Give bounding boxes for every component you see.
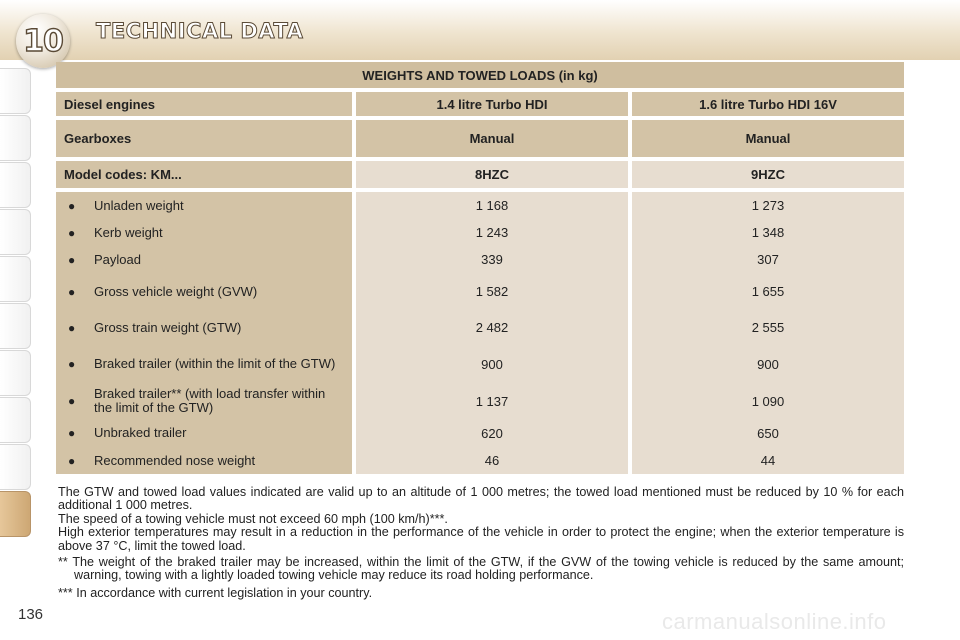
table-cell: 900 — [352, 345, 628, 383]
engine-col2: 1.6 litre Turbo HDI 16V — [628, 92, 904, 120]
table-cell: 307 — [628, 246, 904, 273]
table-cell: 339 — [352, 246, 628, 273]
chapter-tab[interactable] — [0, 68, 31, 114]
note-braked-trailer: ** The weight of the braked trailer may be increased, within the limit of the GTW, if the GVW of the towing vehicle is reduced by the same amount; warning, towing with a lightly loaded towing vehicle may reduce its road holding performance. — [58, 555, 904, 583]
table-cell: 2 555 — [628, 310, 904, 345]
table-row: ● Gross vehicle weight (GVW) — [56, 273, 352, 310]
bullet-icon: ● — [68, 225, 76, 240]
model-code-col1: 8HZC — [352, 161, 628, 192]
page-number: 136 — [18, 606, 44, 623]
chapter-number: 10 — [23, 23, 63, 59]
table-cell: 650 — [628, 419, 904, 447]
note-speed: The speed of a towing vehicle must not exceed 60 mph (100 km/h)***. — [58, 511, 448, 526]
note-legislation: *** In accordance with current legislation in your country. — [58, 585, 373, 600]
bullet-icon: ● — [68, 252, 76, 267]
bullet-icon: ● — [68, 453, 76, 468]
table-cell: 1 582 — [352, 273, 628, 310]
table-cell: 46 — [352, 447, 628, 474]
bullet-icon: ● — [68, 320, 76, 335]
notes-section — [58, 486, 904, 600]
gearboxes-label: Gearboxes — [56, 120, 352, 161]
table-cell: 900 — [628, 345, 904, 383]
gearbox-col2: Manual — [628, 120, 904, 161]
table-row: ● Unladen weight — [56, 192, 352, 219]
page-title: TECHNICAL DATA — [96, 19, 304, 43]
chapter-tab[interactable] — [0, 209, 31, 255]
chapter-badge — [16, 14, 70, 68]
chapter-tab-active[interactable] — [0, 491, 31, 537]
chapter-tab[interactable] — [0, 397, 31, 443]
table-cell: 1 137 — [352, 383, 628, 419]
table-row: ● Unbraked trailer — [56, 419, 352, 447]
table-row: ● Kerb weight — [56, 219, 352, 246]
table-cell: 620 — [352, 419, 628, 447]
table-row: ● Braked trailer** (with load transfer within the limit of the GTW) — [56, 383, 352, 419]
bullet-icon: ● — [68, 357, 76, 371]
bullet-icon: ● — [68, 198, 76, 213]
chapter-tab[interactable] — [0, 256, 31, 302]
chapter-tabs — [0, 68, 34, 538]
table-title: WEIGHTS AND TOWED LOADS (in kg) — [56, 62, 904, 92]
table-cell: 1 655 — [628, 273, 904, 310]
note-altitude: The GTW and towed load values indicated are valid up to an altitude of 1 000 metres; the towed load mentioned must be reduced by 10 % for each additional 1 000 metres. — [58, 485, 904, 513]
table-cell: 1 273 — [628, 192, 904, 219]
engines-label: Diesel engines — [56, 92, 352, 120]
gearbox-col1: Manual — [352, 120, 628, 161]
chapter-tab[interactable] — [0, 303, 31, 349]
table-cell: 1 168 — [352, 192, 628, 219]
table-row: ● Gross train weight (GTW) — [56, 310, 352, 345]
table-row: ● Payload — [56, 246, 352, 273]
table-cell: 1 243 — [352, 219, 628, 246]
table-cell: 1 348 — [628, 219, 904, 246]
chapter-tab[interactable] — [0, 115, 31, 161]
weights-table — [56, 62, 904, 474]
model-code-col2: 9HZC — [628, 161, 904, 192]
chapter-tab[interactable] — [0, 350, 31, 396]
note-temperature: High exterior temperatures may result in a reduction in the performance of the vehicle in order to protect the engine; when the exterior temperature is above 37 °C, limit the towed load. — [58, 525, 904, 553]
table-cell: 1 090 — [628, 383, 904, 419]
chapter-tab[interactable] — [0, 444, 31, 490]
chapter-tab[interactable] — [0, 162, 31, 208]
table-row: ● Braked trailer (within the limit of the GTW) — [56, 345, 352, 383]
bullet-icon: ● — [68, 284, 76, 299]
watermark: carmanualsonline.info — [662, 609, 887, 634]
table-cell: 2 482 — [352, 310, 628, 345]
table-row: ● Recommended nose weight — [56, 447, 352, 474]
bullet-icon: ● — [68, 426, 76, 440]
bullet-icon: ● — [68, 394, 76, 408]
engine-col1: 1.4 litre Turbo HDI — [352, 92, 628, 120]
table-cell: 44 — [628, 447, 904, 474]
model-codes-label: Model codes: KM... — [56, 161, 352, 192]
